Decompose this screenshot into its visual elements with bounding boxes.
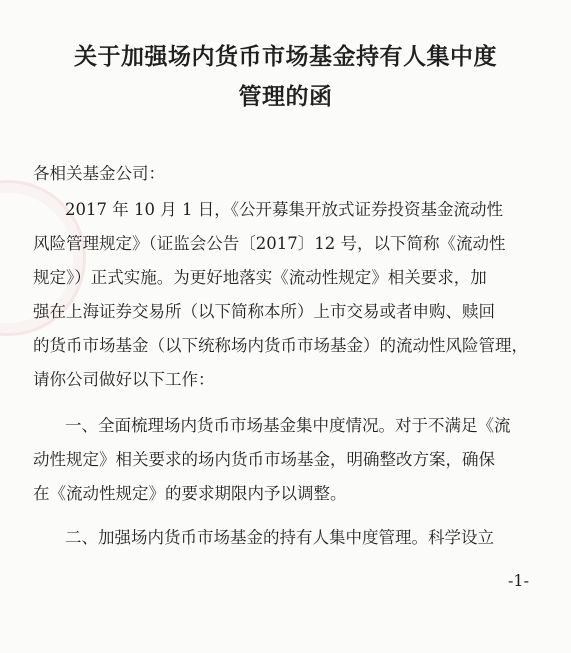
body-line-7: 一、全面梳理场内货币市场基金集中度情况。对于不满足《流 <box>65 416 511 435</box>
body-line-9: 在《流动性规定》的要求期限内予以调整。 <box>33 484 347 503</box>
body-line-5: 的货币市场基金（以下统称场内货币市场基金）的流动性风险管理， <box>33 336 528 355</box>
body-line-3: 规定》）正式实施。为更好地落实《流动性规定》相关要求，加 <box>33 268 487 287</box>
body-line-4: 强在上海证券交易所（以下简称本所）上市交易或者申购、赎回 <box>33 302 495 321</box>
body-line-10: 二、加强场内货币市场基金的持有人集中度管理。科学设立 <box>65 528 494 547</box>
document-title-line-1: 关于加强场内货币市场基金持有人集中度 <box>74 43 497 70</box>
body-line-8: 动性规定》相关要求的场内货币市场基金，明确整改方案，确保 <box>33 450 495 469</box>
body-line-2: 风险管理规定》（证监会公告〔2017〕12 号，以下简称《流动性 <box>33 234 506 253</box>
salutation: 各相关基金公司： <box>33 164 165 183</box>
page-number: -1- <box>508 571 529 590</box>
body-line-6: 请你公司做好以下工作： <box>33 370 215 389</box>
document-title-line-2: 管理的函 <box>238 83 333 110</box>
body-line-1: 2017 年 10 月 1 日，《公开募集开放式证券投资基金流动性 <box>65 200 503 219</box>
